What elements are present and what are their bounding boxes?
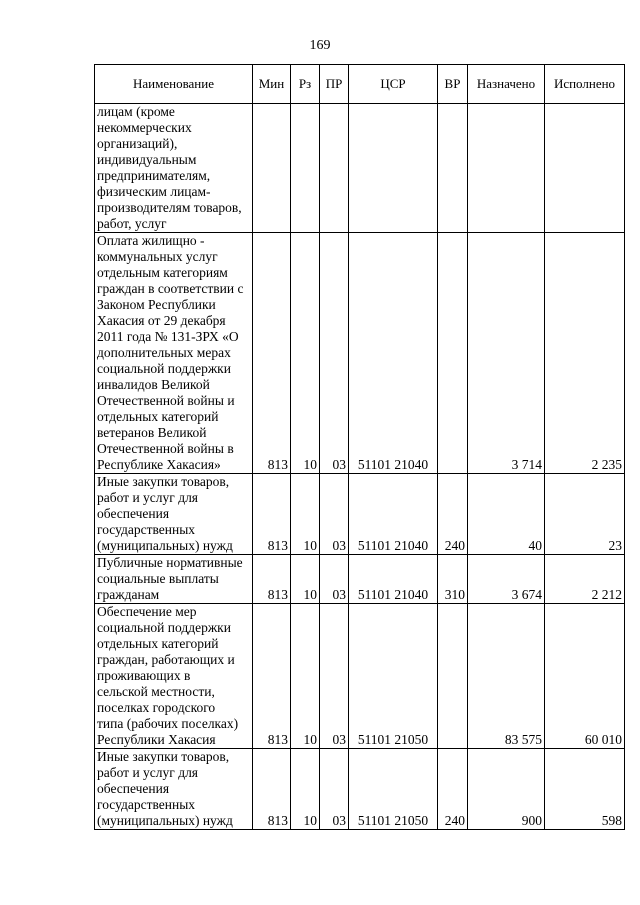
cell-min xyxy=(253,104,291,233)
name-line: (муниципальных) нужд xyxy=(97,538,233,553)
cell-ispolneno: 60 010 xyxy=(545,604,625,749)
name-line: предпринимателям, xyxy=(97,168,211,183)
name-line: отдельным категориям xyxy=(97,265,228,280)
cell-min: 813 xyxy=(253,474,291,555)
cell-csr: 51101 21050 xyxy=(349,604,438,749)
cell-name xyxy=(95,104,253,233)
cell-naznacheno xyxy=(468,104,545,233)
name-line: сельской местности, xyxy=(97,684,215,699)
name-line: работ, услуг xyxy=(97,216,167,231)
name-line: Республике Хакасия» xyxy=(97,457,221,472)
cell-min: 813 xyxy=(253,555,291,604)
cell-csr xyxy=(349,104,438,233)
cell-vr: 310 xyxy=(438,555,468,604)
cell-pr: 03 xyxy=(320,233,349,474)
name-line: социальной поддержки xyxy=(97,620,231,635)
cell-naznacheno: 40 xyxy=(468,474,545,555)
name-line: Отечественной войны и xyxy=(97,393,235,408)
cell-csr: 51101 21040 xyxy=(349,474,438,555)
name-line: поселках городского xyxy=(97,700,216,715)
name-line: ветеранов Великой xyxy=(97,425,207,440)
cell-vr: 240 xyxy=(438,749,468,830)
cell-name xyxy=(95,474,253,555)
table-row xyxy=(95,104,625,233)
name-line: Иные закупки товаров, xyxy=(97,749,230,764)
name-line: физическим лицам- xyxy=(97,184,211,199)
cell-vr xyxy=(438,104,468,233)
cell-naznacheno: 3 714 xyxy=(468,233,545,474)
cell-rz: 10 xyxy=(291,749,320,830)
cell-naznacheno: 83 575 xyxy=(468,604,545,749)
header-name: Наименование xyxy=(95,65,253,104)
header-csr: ЦСР xyxy=(349,65,438,104)
header-min: Мин xyxy=(253,65,291,104)
name-line: инвалидов Великой xyxy=(97,377,210,392)
cell-rz: 10 xyxy=(291,233,320,474)
name-line: граждан в соответствии с xyxy=(97,281,244,296)
name-line: государственных xyxy=(97,797,196,812)
name-line: обеспечения xyxy=(97,506,170,521)
name-line: организаций), xyxy=(97,136,178,151)
name-line: коммунальных услуг xyxy=(97,249,218,264)
cell-vr: 240 xyxy=(438,474,468,555)
header-ispolneno: Исполнено xyxy=(545,65,625,104)
cell-naznacheno: 3 674 xyxy=(468,555,545,604)
table-body xyxy=(95,104,625,830)
cell-csr: 51101 21050 xyxy=(349,749,438,830)
name-line: Обеспечение мер xyxy=(97,604,197,619)
name-line: лицам (кроме xyxy=(97,104,175,119)
name-line: 2011 года № 131-ЗРХ «О xyxy=(97,329,239,344)
name-line: проживающих в xyxy=(97,668,191,683)
name-line: индивидуальным xyxy=(97,152,197,167)
name-line: типа (рабочих поселках) xyxy=(97,716,239,731)
name-line: Оплата жилищно - xyxy=(97,233,205,248)
table-row xyxy=(95,474,625,555)
header-naznacheno: Назначено xyxy=(468,65,545,104)
page-number: 169 xyxy=(309,38,331,53)
cell-rz: 10 xyxy=(291,474,320,555)
table-row xyxy=(95,749,625,830)
cell-ispolneno: 2 235 xyxy=(545,233,625,474)
name-line: некоммерческих xyxy=(97,120,192,135)
table-row xyxy=(95,555,625,604)
name-line: Отечественной войны в xyxy=(97,441,234,456)
cell-name xyxy=(95,749,253,830)
name-line: работ и услуг для xyxy=(97,765,199,780)
cell-ispolneno: 23 xyxy=(545,474,625,555)
cell-name xyxy=(95,604,253,749)
name-line: Законом Республики xyxy=(97,297,216,312)
cell-csr: 51101 21040 xyxy=(349,555,438,604)
cell-naznacheno: 900 xyxy=(468,749,545,830)
name-line: отдельных категорий xyxy=(97,409,219,424)
cell-pr: 03 xyxy=(320,555,349,604)
cell-min: 813 xyxy=(253,604,291,749)
name-line: Хакасия от 29 декабря xyxy=(97,313,226,328)
cell-rz: 10 xyxy=(291,555,320,604)
cell-min: 813 xyxy=(253,233,291,474)
table-row xyxy=(95,604,625,749)
cell-csr: 51101 21040 xyxy=(349,233,438,474)
cell-vr xyxy=(438,604,468,749)
header-rz: Рз xyxy=(291,65,320,104)
cell-name xyxy=(95,555,253,604)
name-line: Публичные нормативные xyxy=(97,555,243,570)
cell-rz xyxy=(291,104,320,233)
cell-pr xyxy=(320,104,349,233)
name-line: государственных xyxy=(97,522,196,537)
name-line: (муниципальных) нужд xyxy=(97,813,233,828)
name-line: граждан, работающих и xyxy=(97,652,235,667)
name-line: Республики Хакасия xyxy=(97,732,216,747)
cell-name xyxy=(95,233,253,474)
name-line: социальной поддержки xyxy=(97,361,231,376)
name-line: социальные выплаты xyxy=(97,571,219,586)
name-line: отдельных категорий xyxy=(97,636,219,651)
cell-pr: 03 xyxy=(320,474,349,555)
header-row xyxy=(95,65,625,104)
cell-pr: 03 xyxy=(320,604,349,749)
budget-table xyxy=(94,64,625,830)
cell-min: 813 xyxy=(253,749,291,830)
table-row xyxy=(95,233,625,474)
cell-ispolneno: 2 212 xyxy=(545,555,625,604)
name-line: дополнительных мерах xyxy=(97,345,231,360)
cell-ispolneno xyxy=(545,104,625,233)
cell-rz: 10 xyxy=(291,604,320,749)
name-line: гражданам xyxy=(97,587,160,602)
cell-ispolneno: 598 xyxy=(545,749,625,830)
header-pr: ПР xyxy=(320,65,349,104)
name-line: обеспечения xyxy=(97,781,170,796)
cell-pr: 03 xyxy=(320,749,349,830)
name-line: работ и услуг для xyxy=(97,490,199,505)
cell-vr xyxy=(438,233,468,474)
name-line: производителям товаров, xyxy=(97,200,242,215)
header-vr: ВР xyxy=(438,65,468,104)
name-line: Иные закупки товаров, xyxy=(97,474,230,489)
